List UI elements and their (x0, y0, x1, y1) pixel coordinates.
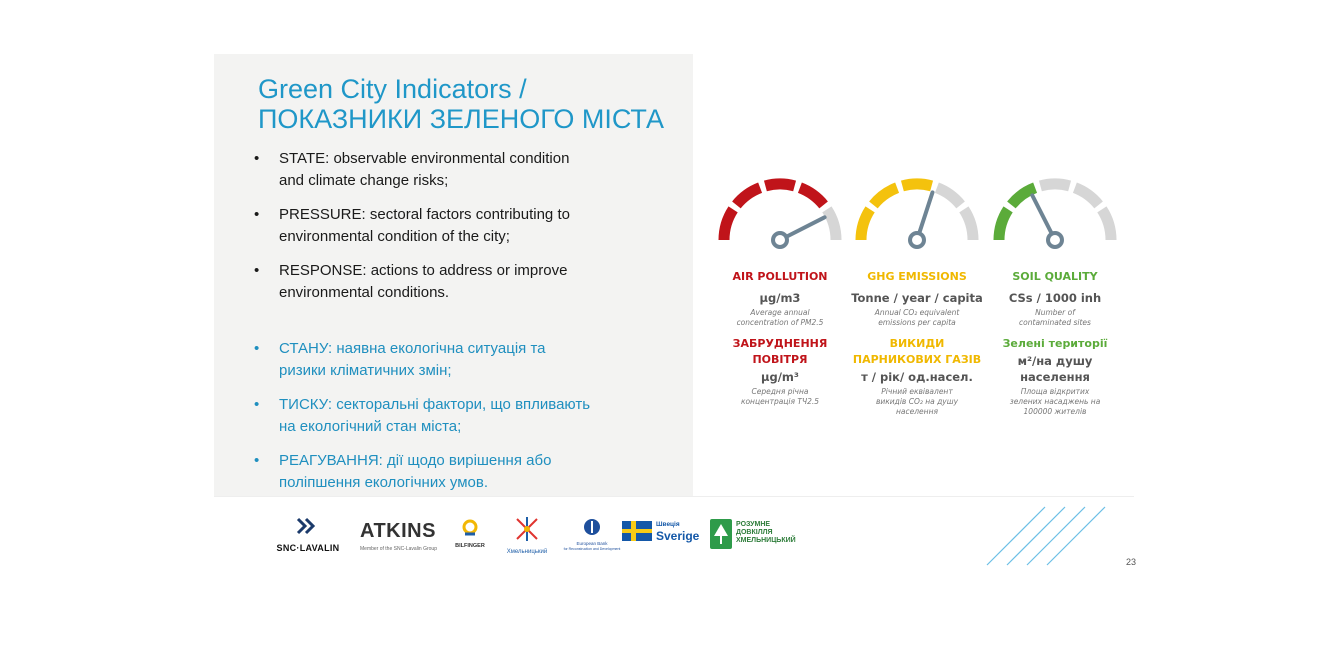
bullet-marker: • (254, 262, 260, 279)
page-title (258, 74, 698, 134)
page-number: 23 (1126, 557, 1137, 567)
rozumne-text (736, 521, 796, 545)
gauge-name-ua (710, 336, 850, 368)
gauge-description (847, 308, 987, 328)
gauge-soil-quality-icon (987, 170, 1123, 250)
sweden-text: Sverige (656, 529, 700, 543)
bullet-text: environmental conditions. (279, 284, 450, 301)
gauge-desc-line: населення (896, 407, 938, 416)
ebrd-logo (562, 518, 622, 552)
gauge-air-pollution (710, 170, 850, 407)
footer-divider (214, 496, 1134, 497)
gauge-desc-line: concentration of PM2.5 (736, 318, 824, 327)
gauge-desc-line: Average annual (750, 308, 810, 317)
bilfinger-text: BILFINGER (455, 543, 485, 549)
gauge-desc-line: 100000 жителів (1023, 407, 1087, 416)
list-item (254, 338, 654, 382)
atkins-text: ATKINS (360, 520, 436, 542)
gauge-name-ua (847, 336, 987, 368)
gauge-desc-line: викидів CO₂ на душу (875, 397, 959, 406)
gauge-segment (827, 209, 836, 240)
gauge-desc-line: зелених насаджень на (1009, 397, 1101, 406)
gauge-name: AIR POLLUTION (732, 270, 828, 283)
gauge-segment (861, 209, 870, 240)
gauge-desc-line: contaminated sites (1019, 318, 1091, 327)
ebrd-icon (583, 518, 601, 536)
gauge-name-ua-line: ВИКИДИ (889, 337, 945, 350)
gauge-unit-ua-line: населення (1020, 370, 1090, 384)
snc-lavalin-logo (268, 516, 348, 553)
gauge-soil-quality (985, 170, 1125, 417)
bilfinger-icon (459, 518, 481, 538)
gauge-segment (736, 188, 760, 205)
bullet-text: environmental condition of the city; (279, 228, 510, 245)
bullet-text: RESPONSE: actions to address or improve (279, 262, 568, 279)
bullet-text: PRESSURE: sectoral factors contributing to (279, 206, 570, 223)
bullet-text: РЕАГУВАННЯ: дії щодо вирішення або (279, 452, 552, 469)
bullet-marker: • (254, 340, 260, 357)
ebrd-subtext: for Reconstruction and Development (563, 547, 621, 551)
gauge-desc-line: Number of (1035, 308, 1075, 317)
gauge-segment (724, 209, 733, 240)
khmelnytskyi-text: Хмельницький (506, 549, 548, 555)
gauge-segment (999, 209, 1008, 240)
gauges-group (705, 170, 1135, 430)
gauge-desc-line: Середня річна (751, 387, 809, 396)
rozumne-line: РОЗУМНЕ (736, 521, 771, 528)
snc-lavalin-text: SNC·LAVALIN (276, 543, 340, 553)
bullet-text: ризики кліматичних змін; (279, 362, 452, 379)
sweden-text-ua: Швеція (656, 521, 680, 528)
gauge-unit-ua: μg/m³ (761, 370, 799, 384)
bilfinger-logo (450, 518, 490, 549)
gauge-segment (964, 209, 973, 240)
bullet-text: на екологічний стан міста; (279, 418, 462, 435)
gauge-name-ua-line: ЗАБРУДНЕННЯ (732, 337, 828, 350)
gauge-segment (1040, 184, 1069, 186)
bullet-marker: • (254, 396, 260, 413)
bullet-list-ua (254, 338, 654, 506)
khmelnytskyi-logo (502, 514, 552, 555)
gauge-unit-ua (985, 353, 1125, 385)
atkins-logo (360, 520, 440, 552)
bullet-marker: • (254, 452, 260, 469)
gauge-name-ua-line: ПАРНИКОВИХ ГАЗІВ (852, 353, 982, 366)
list-item (254, 260, 654, 304)
tree-icon (710, 519, 732, 549)
gauge-desc-line: концентрація ТЧ2.5 (740, 397, 820, 406)
partner-logos (260, 512, 820, 562)
gauge-desc-line: Річний еквівалент (881, 387, 953, 396)
bullet-marker: • (254, 150, 260, 167)
sweden-flag-icon (622, 521, 652, 541)
bullet-text: STATE: observable environmental condition (279, 150, 570, 167)
gauge-description-ua (847, 387, 987, 417)
list-item (254, 148, 654, 192)
gauge-unit-ua-line: м²/на душу (1017, 354, 1093, 368)
gauge-description-ua (985, 387, 1125, 417)
gauge-air-pollution-icon (712, 170, 848, 250)
bullet-marker: • (254, 206, 260, 223)
gauge-hub (773, 233, 787, 247)
gauge-segment (873, 188, 897, 205)
gauge-unit: Tonne / year / capita (851, 291, 983, 305)
ebrd-text: European Bank (576, 541, 608, 546)
gauge-name-ua-line: ПОВІТРЯ (752, 353, 808, 366)
gauge-hub (910, 233, 924, 247)
gauge-ghg-emissions (847, 170, 987, 417)
gauge-name-ua (985, 336, 1125, 352)
gauge-segment (800, 188, 824, 205)
gauge-segment (902, 184, 931, 186)
list-item (254, 450, 654, 494)
gauge-segment (765, 184, 794, 186)
bullet-text: поліпшення екологічних умов. (279, 474, 488, 491)
snc-lavalin-icon (296, 516, 320, 536)
bullet-text: and climate change risks; (279, 172, 449, 189)
bullet-text: СТАНУ: наявна екологічна ситуація та (279, 340, 546, 357)
gauge-unit-ua: т / рік/ од.насел. (861, 370, 973, 384)
bullet-list-en (254, 148, 654, 316)
khmelnytskyi-icon (512, 514, 542, 544)
gauge-description (710, 308, 850, 328)
gauge-desc-line: Annual CO₂ equivalent (874, 308, 960, 317)
decorative-stripes (985, 505, 1115, 567)
gauge-unit: CSs / 1000 inh (1008, 291, 1102, 305)
gauge-name: GHG EMISSIONS (867, 270, 967, 283)
gauge-name-ua-line: Зелені території (1002, 337, 1108, 350)
list-item (254, 204, 654, 248)
gauge-segment (937, 188, 961, 205)
list-item (254, 394, 654, 438)
gauge-description (985, 308, 1125, 328)
gauge-unit: μg/m3 (759, 291, 801, 305)
title-line-ua: ПОКАЗНИКИ ЗЕЛЕНОГО МІСТА (258, 104, 665, 134)
rozumne-line: ХМЕЛЬНИЦЬКИЙ (736, 537, 796, 544)
gauge-desc-line: emissions per capita (878, 318, 956, 327)
bullet-text: ТИСКУ: секторальні фактори, що впливають (279, 396, 591, 413)
gauge-ghg-emissions-icon (849, 170, 985, 250)
title-line-en: Green City Indicators / (258, 74, 527, 104)
gauge-segment (1102, 209, 1111, 240)
atkins-subtext: Member of the SNC-Lavalin Group (360, 546, 437, 552)
gauge-description-ua (710, 387, 850, 407)
gauge-segment (1075, 188, 1099, 205)
rozumne-line: ДОВКІЛЛЯ (736, 529, 773, 536)
gauge-desc-line: Площа відкритих (1020, 387, 1090, 396)
gauge-name: SOIL QUALITY (1012, 270, 1098, 283)
gauge-hub (1048, 233, 1062, 247)
